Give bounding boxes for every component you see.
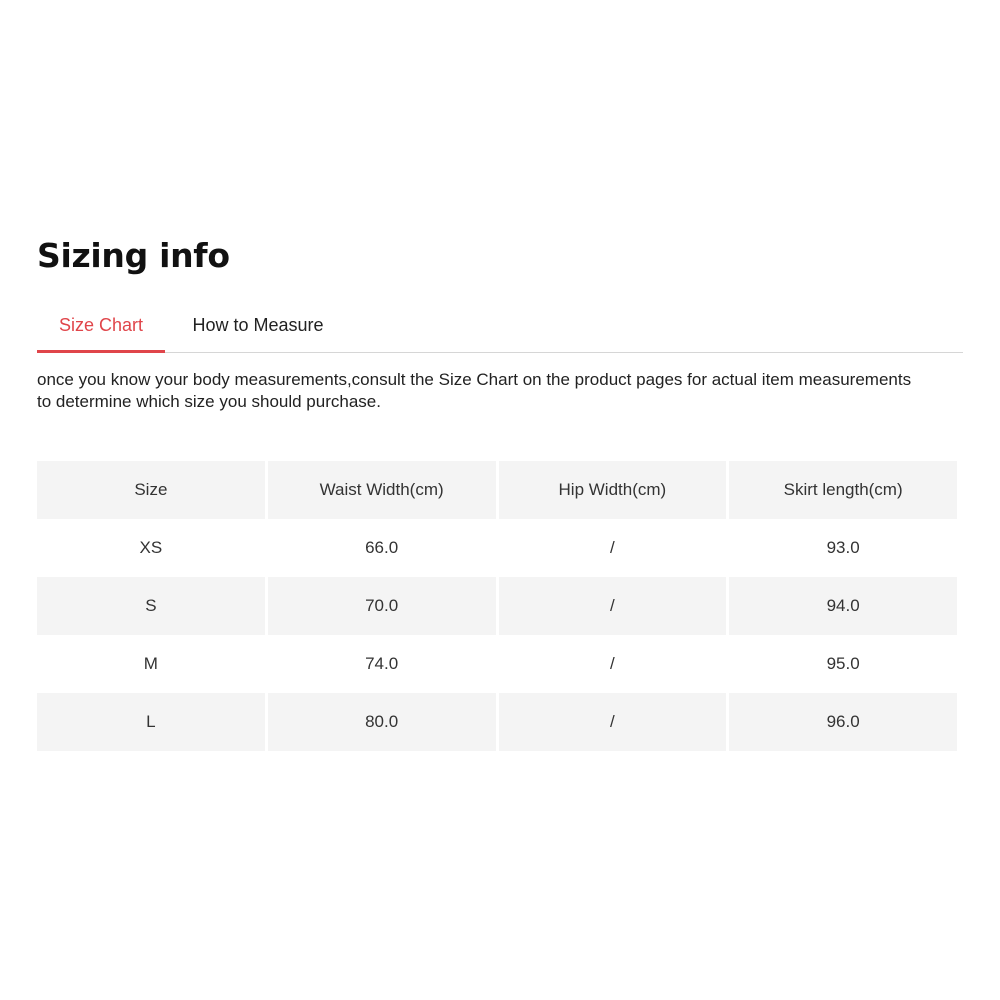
table-row — [37, 693, 957, 751]
cell-skirt-length: 93.0 — [729, 519, 957, 577]
column-header-waist-width: Waist Width(cm) — [268, 461, 496, 519]
table-row — [37, 519, 957, 577]
column-header-skirt-length: Skirt length(cm) — [729, 461, 957, 519]
cell-hip-width: / — [499, 519, 727, 577]
cell-waist-width: 74.0 — [268, 635, 496, 693]
table-row — [37, 577, 957, 635]
cell-size: L — [37, 693, 265, 751]
cell-hip-width: / — [499, 693, 727, 751]
column-header-hip-width: Hip Width(cm) — [499, 461, 727, 519]
tab-bar — [37, 304, 963, 353]
tab-how-to-measure[interactable]: How to Measure — [192, 315, 324, 335]
intro-text: once you know your body measurements,consult the Size Chart on the product pages for actual item measurements to determine which size you should purchase. — [37, 370, 912, 411]
cell-skirt-length: 94.0 — [729, 577, 957, 635]
page-title: Sizing info — [37, 236, 230, 275]
cell-size: M — [37, 635, 265, 693]
cell-hip-width: / — [499, 577, 727, 635]
table-row — [37, 635, 957, 693]
cell-skirt-length: 96.0 — [729, 693, 957, 751]
tab-size-chart[interactable]: Size Chart — [37, 304, 165, 351]
table-header-row — [37, 461, 957, 519]
cell-waist-width: 66.0 — [268, 519, 496, 577]
cell-size: S — [37, 577, 265, 635]
cell-waist-width: 80.0 — [268, 693, 496, 751]
cell-hip-width: / — [499, 635, 727, 693]
column-header-size: Size — [37, 461, 265, 519]
cell-skirt-length: 95.0 — [729, 635, 957, 693]
size-chart-table — [34, 461, 960, 751]
cell-size: XS — [37, 519, 265, 577]
cell-waist-width: 70.0 — [268, 577, 496, 635]
